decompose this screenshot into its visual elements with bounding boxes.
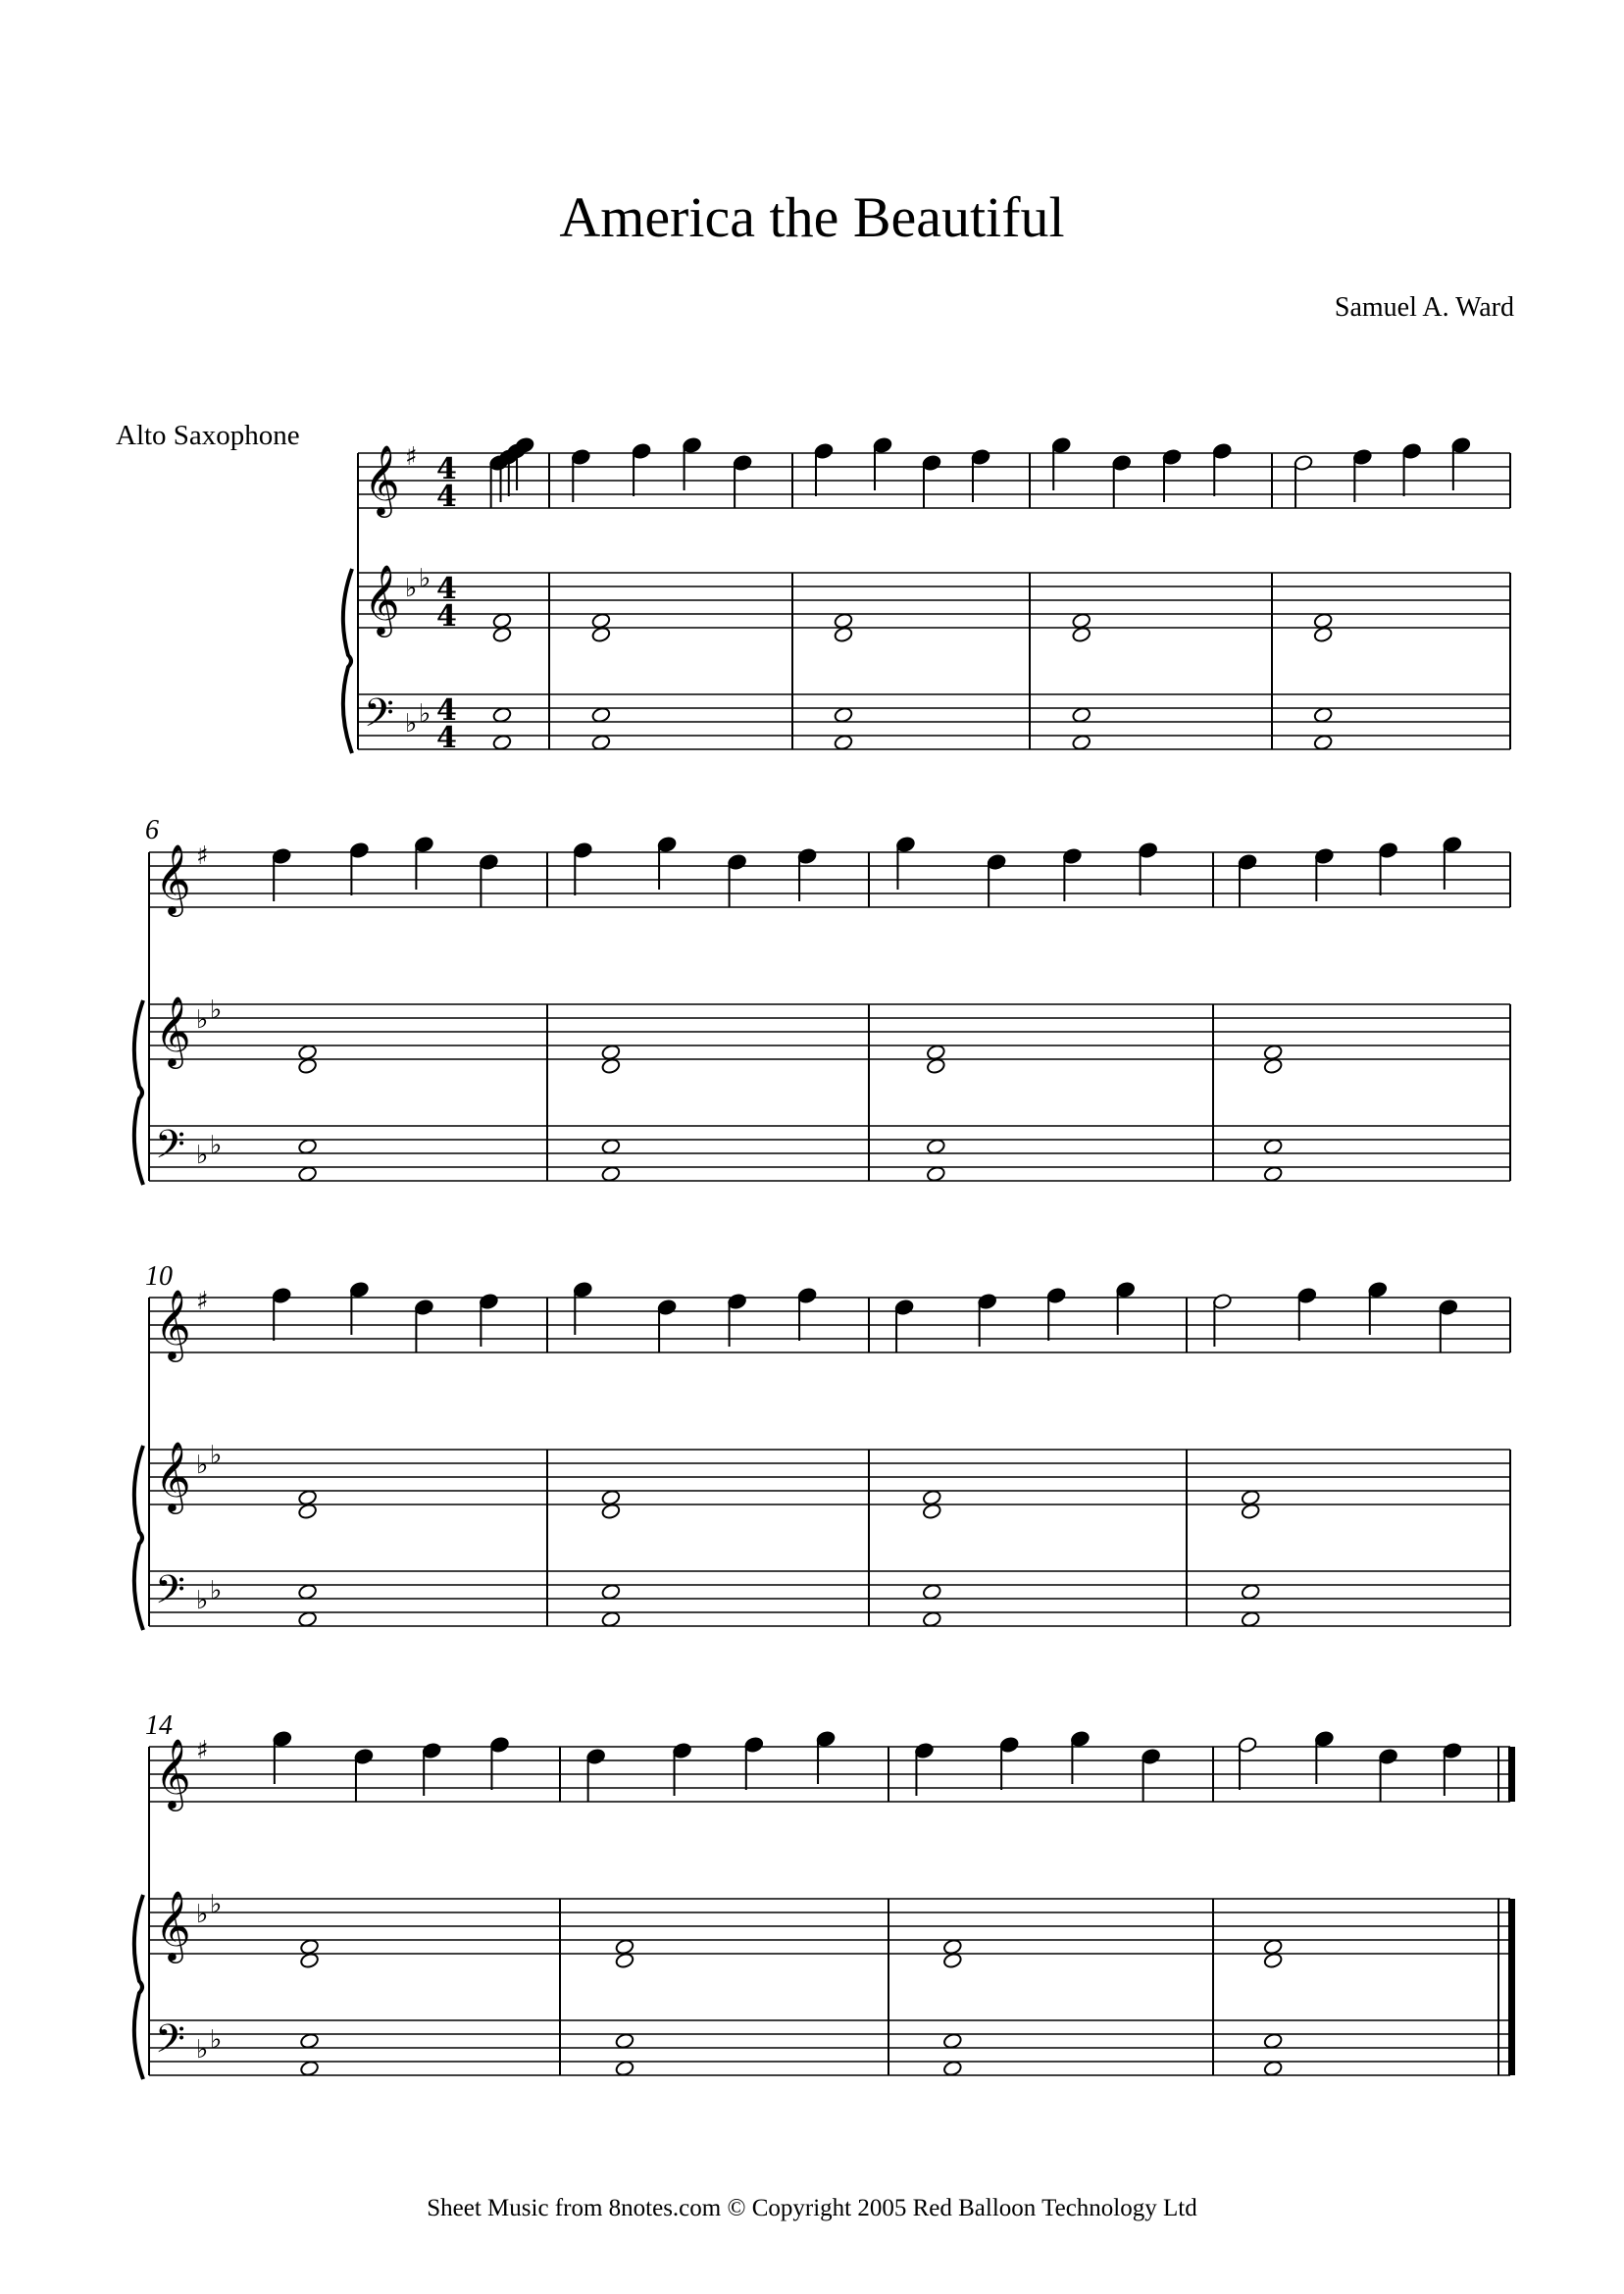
time-sig-numerator: 4: [436, 452, 457, 486]
notehead: [615, 2060, 634, 2076]
treble-clef-icon: 𝄞: [155, 994, 191, 1066]
bass-chord-note: [1263, 2032, 1283, 2049]
notehead: [834, 734, 853, 750]
saxophone-staff: [149, 852, 1510, 907]
notehead: [926, 1165, 945, 1182]
piano-chord-note: [297, 1057, 317, 1074]
bass-chord-note: [926, 1138, 945, 1154]
saxophone-note: [632, 442, 651, 496]
treble-clef-icon: 𝄞: [364, 443, 400, 515]
notehead: [601, 1165, 621, 1182]
notehead: [601, 1044, 621, 1060]
time-sig-denominator: 4: [436, 599, 457, 634]
sharp-icon: ♯: [405, 442, 418, 472]
bass-chord-note: [1241, 1610, 1260, 1627]
saxophone-note: [999, 1736, 1019, 1790]
bass-chord-note: [297, 1583, 317, 1600]
measure-number: 6: [145, 815, 159, 845]
piano-chord-note: [922, 1503, 941, 1519]
bass-clef-icon: 𝄢: [155, 1567, 185, 1622]
flat-icon: ♭: [419, 564, 431, 593]
notehead: [297, 1165, 317, 1182]
flat-icon: ♭: [419, 699, 431, 729]
notehead: [922, 1489, 941, 1505]
piano-treble-staff: [358, 573, 1510, 628]
notehead: [1263, 2060, 1283, 2076]
notehead: [1313, 734, 1333, 750]
saxophone-note: [873, 436, 892, 490]
score-systems: [134, 436, 1515, 2079]
notehead: [492, 626, 512, 642]
piano-chord-note: [591, 612, 611, 629]
treble-clef-icon: 𝄞: [364, 563, 400, 635]
bass-chord-note: [492, 734, 512, 750]
measure-number: 10: [145, 1261, 173, 1292]
treble-clef-icon: 𝄞: [155, 1288, 191, 1359]
notehead: [834, 612, 853, 629]
notehead: [492, 734, 512, 750]
saxophone-note: [797, 1287, 817, 1341]
notehead: [942, 2060, 962, 2076]
notehead: [834, 626, 853, 642]
saxophone-note: [1139, 841, 1158, 895]
final-barline: [1508, 1747, 1515, 1802]
saxophone-note: [1297, 1287, 1317, 1341]
saxophone-note: [414, 836, 433, 890]
notehead: [601, 1583, 621, 1600]
notehead: [1313, 626, 1333, 642]
bass-chord-note: [299, 2032, 319, 2049]
piano-chord-note: [299, 1952, 319, 1968]
bass-chord-note: [922, 1610, 941, 1627]
bass-chord-note: [297, 1138, 317, 1154]
saxophone-note: [1401, 442, 1421, 496]
notehead: [926, 1057, 945, 1074]
bass-chord-note: [299, 2060, 319, 2076]
bass-chord-note: [834, 734, 853, 750]
bass-chord-note: [1072, 734, 1091, 750]
piano-brace: [134, 1446, 143, 1630]
notehead: [299, 1952, 319, 1968]
notehead: [299, 2060, 319, 2076]
piano-chord-note: [297, 1503, 317, 1519]
bass-chord-note: [615, 2032, 634, 2049]
saxophone-note: [349, 841, 369, 895]
notehead: [1072, 612, 1091, 629]
bass-chord-note: [1263, 1165, 1283, 1182]
saxophone-note: [1046, 1287, 1066, 1341]
flat-icon: ♭: [405, 574, 418, 603]
notehead: [299, 2032, 319, 2049]
piano-chord-note: [601, 1489, 621, 1505]
notehead: [926, 1044, 945, 1060]
saxophone-note: [573, 841, 592, 895]
saxophone-note: [1443, 836, 1462, 890]
sharp-icon: ♯: [196, 1287, 209, 1316]
notehead: [297, 1583, 317, 1600]
piano-treble-staff: [149, 1450, 1510, 1504]
notehead: [591, 626, 611, 642]
piano-brace: [343, 569, 352, 753]
piano-brace: [134, 1895, 143, 2079]
notehead: [922, 1610, 941, 1627]
flat-icon: ♭: [196, 1900, 209, 1929]
footer-copyright: Sheet Music from 8notes.com © Copyright 2005 Red Balloon Technology Ltd: [427, 2195, 1197, 2221]
bass-chord-note: [1072, 706, 1091, 723]
notehead: [601, 1057, 621, 1074]
final-barline: [1508, 1899, 1515, 2075]
notehead: [926, 1138, 945, 1154]
piano-brace: [134, 1000, 143, 1185]
bass-chord-note: [922, 1583, 941, 1600]
saxophone-note: [1368, 1281, 1388, 1335]
notehead: [297, 1489, 317, 1505]
saxophone-note: [1051, 436, 1071, 490]
notehead: [615, 2032, 634, 2049]
notehead: [1241, 1583, 1260, 1600]
piano-chord-note: [1072, 626, 1091, 642]
notehead: [942, 1938, 962, 1955]
piano-chord-note: [1313, 626, 1333, 642]
piano-chord-note: [297, 1489, 317, 1505]
bass-chord-note: [297, 1610, 317, 1627]
saxophone-note: [816, 1730, 836, 1784]
notehead: [601, 1610, 621, 1627]
piano-chord-note: [1241, 1489, 1260, 1505]
piano-chord-note: [492, 612, 512, 629]
piano-chord-note: [1072, 612, 1091, 629]
piano-chord-note: [601, 1503, 621, 1519]
bass-chord-note: [1313, 706, 1333, 723]
saxophone-note: [1451, 436, 1471, 490]
bass-chord-note: [1263, 1138, 1283, 1154]
flat-icon: ♭: [196, 2035, 209, 2065]
bass-chord-note: [1241, 1583, 1260, 1600]
piano-chord-note: [615, 1952, 634, 1968]
notehead: [601, 1489, 621, 1505]
bass-chord-note: [942, 2032, 962, 2049]
notehead: [1241, 1503, 1260, 1519]
saxophone-note: [744, 1736, 764, 1790]
flat-icon: ♭: [210, 1441, 223, 1470]
notehead: [1263, 1165, 1283, 1182]
flat-icon: ♭: [196, 1586, 209, 1615]
notehead: [297, 1138, 317, 1154]
piano-chord-note: [297, 1044, 317, 1060]
flat-icon: ♭: [405, 709, 418, 739]
instrument-label: Alto Saxophone: [116, 420, 300, 451]
page-title: America the Beautiful: [559, 185, 1065, 249]
bass-chord-note: [1263, 2060, 1283, 2076]
composer: Samuel A. Ward: [1334, 292, 1514, 323]
saxophone-note: [1238, 1736, 1257, 1790]
notehead: [922, 1583, 941, 1600]
notehead: [1263, 1057, 1283, 1074]
notehead: [942, 2032, 962, 2049]
piano-chord-note: [591, 626, 611, 642]
flat-icon: ♭: [196, 1005, 209, 1035]
flat-icon: ♭: [210, 1890, 223, 1919]
flat-icon: ♭: [210, 2025, 223, 2055]
bass-chord-note: [601, 1138, 621, 1154]
notehead: [297, 1610, 317, 1627]
piano-chord-note: [1263, 1044, 1283, 1060]
treble-clef-icon: 𝄞: [155, 1440, 191, 1511]
notehead: [1072, 706, 1091, 723]
notehead: [492, 706, 512, 723]
flat-icon: ♭: [210, 1131, 223, 1160]
piano-chord-note: [1241, 1503, 1260, 1519]
bass-chord-note: [601, 1610, 621, 1627]
sharp-icon: ♯: [196, 1736, 209, 1765]
piano-chord-note: [299, 1938, 319, 1955]
notehead: [1263, 1952, 1283, 1968]
notehead: [297, 1503, 317, 1519]
bass-clef-icon: 𝄢: [155, 2016, 185, 2071]
piano-chord-note: [1313, 612, 1333, 629]
treble-clef-icon: 𝄞: [155, 1889, 191, 1961]
notehead: [299, 1938, 319, 1955]
piano-chord-note: [942, 1938, 962, 1955]
notehead: [1072, 734, 1091, 750]
notehead: [1072, 626, 1091, 642]
bass-clef-icon: 𝄢: [155, 1122, 185, 1177]
flat-icon: ♭: [196, 1141, 209, 1170]
measure-number: 14: [145, 1710, 173, 1741]
notehead: [297, 1044, 317, 1060]
notehead: [492, 612, 512, 629]
piano-chord-note: [615, 1938, 634, 1955]
notehead: [834, 706, 853, 723]
saxophone-note: [273, 1730, 292, 1784]
saxophone-note: [1314, 1730, 1334, 1784]
piano-chord-note: [834, 626, 853, 642]
bass-chord-note: [297, 1165, 317, 1182]
saxophone-note: [573, 1281, 592, 1335]
notehead: [615, 1938, 634, 1955]
piano-chord-note: [834, 612, 853, 629]
saxophone-note: [814, 442, 834, 496]
bass-chord-note: [591, 706, 611, 723]
piano-chord-note: [601, 1044, 621, 1060]
bass-chord-note: [591, 734, 611, 750]
flat-icon: ♭: [210, 995, 223, 1025]
notehead: [591, 612, 611, 629]
saxophone-note: [515, 436, 534, 490]
notehead: [1263, 1938, 1283, 1955]
piano-chord-note: [926, 1057, 945, 1074]
saxophone-note: [895, 836, 915, 890]
time-sig-numerator: 4: [436, 572, 457, 606]
saxophone-note: [682, 436, 701, 490]
piano-bass-staff: [358, 694, 1510, 749]
notehead: [1313, 706, 1333, 723]
piano-bass-staff: [149, 1126, 1510, 1181]
time-sig-numerator: 4: [436, 693, 457, 728]
piano-chord-note: [601, 1057, 621, 1074]
piano-treble-staff: [149, 1004, 1510, 1059]
saxophone-note: [1070, 1730, 1090, 1784]
bass-chord-note: [601, 1583, 621, 1600]
piano-bass-staff: [149, 1571, 1510, 1626]
notehead: [615, 1952, 634, 1968]
piano-treble-staff: [149, 1899, 1510, 1954]
notehead: [297, 1057, 317, 1074]
bass-clef-icon: 𝄢: [364, 690, 394, 745]
notehead: [942, 1952, 962, 1968]
notehead: [1263, 1044, 1283, 1060]
flat-icon: ♭: [196, 1451, 209, 1480]
saxophone-note: [272, 1287, 291, 1341]
bass-chord-note: [1313, 734, 1333, 750]
piano-bass-staff: [149, 2020, 1510, 2075]
piano-chord-note: [942, 1952, 962, 1968]
notehead: [1263, 1138, 1283, 1154]
notehead: [591, 734, 611, 750]
bass-chord-note: [615, 2060, 634, 2076]
bass-chord-note: [942, 2060, 962, 2076]
notehead: [601, 1503, 621, 1519]
bass-chord-note: [834, 706, 853, 723]
sharp-icon: ♯: [196, 841, 209, 871]
saxophone-note: [349, 1281, 369, 1335]
saxophone-staff: [149, 1298, 1510, 1352]
notehead: [1241, 1489, 1260, 1505]
saxophone-note: [1212, 442, 1232, 496]
time-sig-denominator: 4: [436, 480, 457, 514]
bass-chord-note: [926, 1165, 945, 1182]
piano-chord-note: [1263, 1952, 1283, 1968]
piano-chord-note: [492, 626, 512, 642]
flat-icon: ♭: [210, 1576, 223, 1606]
saxophone-note: [657, 836, 677, 890]
notehead: [922, 1503, 941, 1519]
saxophone-note: [489, 1736, 509, 1790]
saxophone-note: [1378, 841, 1397, 895]
bass-chord-note: [601, 1165, 621, 1182]
treble-clef-icon: 𝄞: [155, 842, 191, 914]
piano-chord-note: [926, 1044, 945, 1060]
piano-chord-note: [1263, 1938, 1283, 1955]
notehead: [1241, 1610, 1260, 1627]
piano-chord-note: [1263, 1057, 1283, 1074]
notehead: [601, 1138, 621, 1154]
notehead: [1263, 2032, 1283, 2049]
notehead: [591, 706, 611, 723]
bass-chord-note: [492, 706, 512, 723]
notehead: [1313, 612, 1333, 629]
saxophone-staff: [149, 1747, 1510, 1802]
piano-chord-note: [922, 1489, 941, 1505]
saxophone-note: [1116, 1281, 1136, 1335]
time-sig-denominator: 4: [436, 721, 457, 755]
treble-clef-icon: 𝄞: [155, 1737, 191, 1809]
